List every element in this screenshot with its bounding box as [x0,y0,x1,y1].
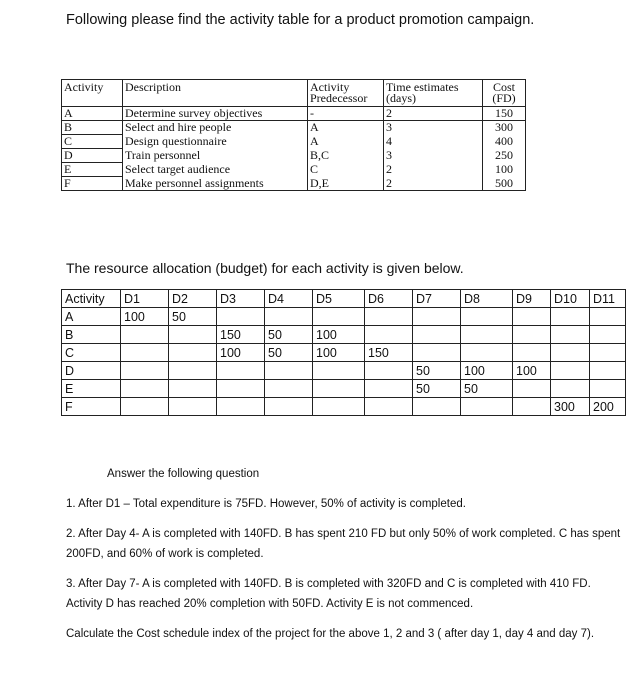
budget-cell: 100 [313,326,365,344]
budget-cell [169,398,217,416]
cost-cell: 150 [483,107,526,121]
budget-cell [121,398,169,416]
budget-cell [169,344,217,362]
budget-cell [551,380,590,398]
table-row [62,362,626,380]
budget-cell [169,380,217,398]
header-cost [483,80,526,107]
activity-table [61,79,526,191]
budget-cell [551,362,590,380]
budget-cell [121,326,169,344]
budget-cell [413,398,461,416]
question-1: 1. After D1 – Total expenditure is 75FD. However, 50% of activity is completed. [66,498,466,510]
predecessor-cell: D,E [308,177,384,191]
header-day: D5 [313,290,365,308]
header-cost-line2: (FD) [492,91,516,105]
header-time [384,80,483,107]
budget-cell [513,398,551,416]
budget-cell: 50 [265,344,313,362]
budget-cell [461,308,513,326]
activity-cell: B [62,326,121,344]
intro-text: Following please find the activity table for a product promotion campaign. [66,12,535,28]
table-row [62,121,526,135]
budget-cell: 150 [217,326,265,344]
budget-cell: 50 [413,362,461,380]
header-day: D9 [513,290,551,308]
header-predecessor [308,80,384,107]
budget-cell [413,308,461,326]
budget-cell [217,380,265,398]
question-final: Calculate the Cost schedule index of the project for the above 1, 2 and 3 ( after day 1, day 4 and day 7). [66,628,595,640]
activity-cell: B [62,121,123,135]
time-cell: 3 [384,149,483,163]
time-cell: 2 [384,177,483,191]
budget-cell: 100 [121,308,169,326]
budget-cell: 50 [265,326,313,344]
header-day: D7 [413,290,461,308]
table-row [62,107,526,121]
cost-cell: 100 [483,163,526,177]
activity-cell: C [62,344,121,362]
predecessor-cell: A [308,121,384,135]
budget-cell [217,398,265,416]
budget-cell: 100 [313,344,365,362]
budget-cell: 150 [365,344,413,362]
budget-cell [169,326,217,344]
table-row [62,177,526,191]
predecessor-cell: A [308,135,384,149]
budget-cell [461,398,513,416]
predecessor-cell: B,C [308,149,384,163]
budget-cell [121,380,169,398]
predecessor-cell: C [308,163,384,177]
budget-cell [590,380,626,398]
budget-cell: 200 [590,398,626,416]
questions-heading: Answer the following question [107,468,260,480]
header-activity: Activity [62,80,123,107]
budget-cell [217,308,265,326]
budget-cell [513,326,551,344]
header-day: D11 [590,290,626,308]
budget-table-header [62,290,626,308]
budget-cell [551,308,590,326]
budget-cell [461,344,513,362]
budget-cell [365,326,413,344]
budget-cell [121,362,169,380]
table-row [62,380,626,398]
budget-cell [590,326,626,344]
header-predecessor-line2: Predecessor [310,91,368,105]
cost-cell: 250 [483,149,526,163]
description-cell: Select and hire people [123,121,308,135]
description-cell: Design questionnaire [123,135,308,149]
activity-cell: E [62,163,123,177]
budget-cell [265,380,313,398]
budget-cell [365,380,413,398]
budget-cell [169,362,217,380]
budget-cell: 50 [461,380,513,398]
budget-table [61,289,626,416]
header-description: Description [123,80,308,107]
budget-cell [217,362,265,380]
budget-cell [513,380,551,398]
description-cell: Train personnel [123,149,308,163]
activity-cell: C [62,135,123,149]
header-cost-line1: Cost [492,80,515,94]
questions-section [66,464,626,644]
budget-cell: 300 [551,398,590,416]
table-row [62,398,626,416]
budget-cell [365,398,413,416]
predecessor-cell: - [308,107,384,121]
budget-cell: 50 [169,308,217,326]
activity-cell: A [62,308,121,326]
time-cell: 4 [384,135,483,149]
budget-cell [265,308,313,326]
table-row [62,149,526,163]
header-time-line2: (days) [386,91,416,105]
budget-cell [265,362,313,380]
budget-cell [590,362,626,380]
header-day: D4 [265,290,313,308]
header-predecessor-line1: Activity [310,80,350,94]
budget-cell [265,398,313,416]
budget-cell [313,308,365,326]
budget-cell [590,308,626,326]
budget-cell [413,344,461,362]
time-cell: 2 [384,107,483,121]
budget-cell [365,362,413,380]
question-2: 2. After Day 4- A is completed with 140FD. B has spent 210 FD but only 50% of work completed. C has spent 200FD, and 60% of work is completed. [66,528,621,560]
header-day: D1 [121,290,169,308]
budget-cell [461,326,513,344]
header-day: D6 [365,290,413,308]
cost-cell: 300 [483,121,526,135]
budget-cell [513,344,551,362]
activity-cell: A [62,107,123,121]
cost-cell: 400 [483,135,526,149]
budget-cell [365,308,413,326]
budget-cell [313,398,365,416]
activity-table-header [62,80,526,107]
time-cell: 2 [384,163,483,177]
table-row [62,135,526,149]
activity-cell: F [62,398,121,416]
activity-cell: D [62,362,121,380]
table-row [62,163,526,177]
cost-cell: 500 [483,177,526,191]
budget-cell: 50 [413,380,461,398]
budget-subtitle: The resource allocation (budget) for each activity is given below. [66,260,464,276]
activity-cell: F [62,177,123,191]
budget-cell [413,326,461,344]
description-cell: Determine survey objectives [123,107,308,121]
header-day: D10 [551,290,590,308]
budget-cell: 100 [217,344,265,362]
header-day: D2 [169,290,217,308]
budget-cell [590,344,626,362]
table-row [62,326,626,344]
description-cell: Make personnel assignments [123,177,308,191]
budget-cell [551,344,590,362]
time-cell: 3 [384,121,483,135]
activity-cell: D [62,149,123,163]
budget-cell: 100 [513,362,551,380]
question-3: 3. After Day 7- A is completed with 140FD. B is completed with 320FD and C is completed with 410 FD. Activity D has reached 20% completion with 50FD. Activity E is not commenced. [66,578,591,610]
budget-cell [121,344,169,362]
budget-cell: 100 [461,362,513,380]
table-row [62,344,626,362]
budget-cell [551,326,590,344]
budget-cell [313,380,365,398]
table-row [62,308,626,326]
header-activity: Activity [62,290,121,308]
activity-cell: E [62,380,121,398]
header-day: D8 [461,290,513,308]
header-time-line1: Time estimates [386,80,459,94]
budget-cell [313,362,365,380]
description-cell: Select target audience [123,163,308,177]
header-day: D3 [217,290,265,308]
budget-cell [513,308,551,326]
